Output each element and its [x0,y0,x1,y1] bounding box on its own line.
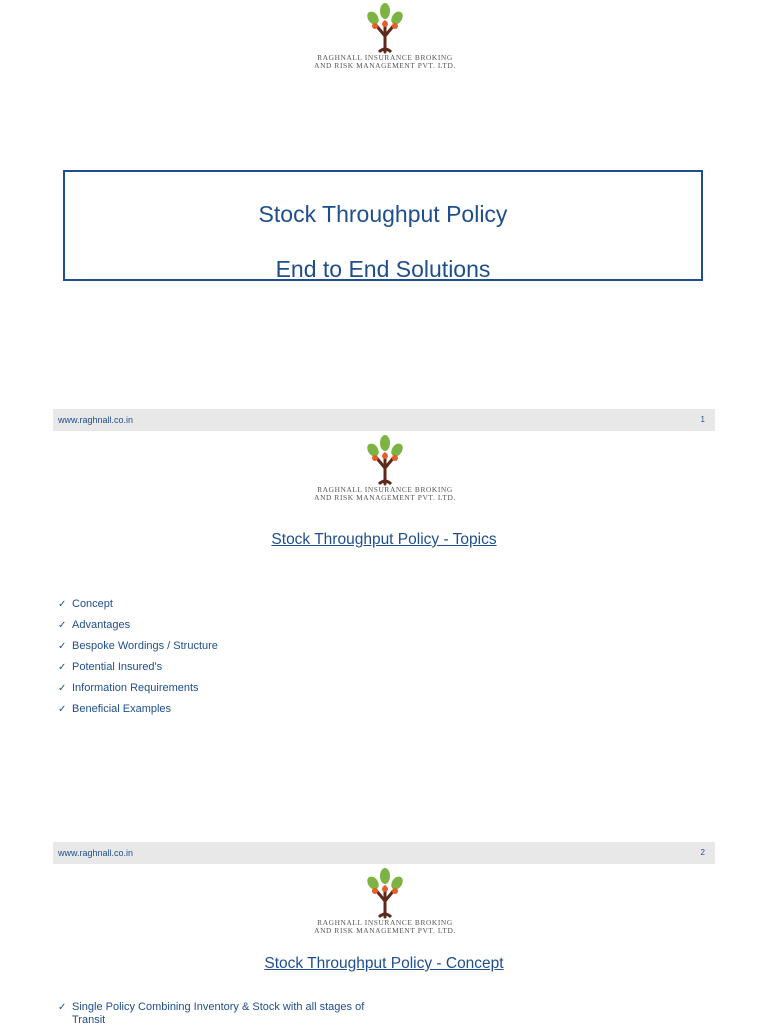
title-box [63,170,703,281]
list-item [58,1001,392,1027]
logo-line-2: AND RISK MANAGEMENT PVT. LTD. [314,493,456,502]
check-icon: ✓ [58,641,67,652]
slide-footer [53,842,715,864]
topic-label: Concept [72,598,113,610]
footer-url: www.raghnall.co.in [58,848,134,858]
check-icon: ✓ [58,1002,67,1013]
check-icon: ✓ [58,683,67,694]
logo-line-2: AND RISK MANAGEMENT PVT. LTD. [314,61,456,70]
slide-subtitle: End to End Solutions [275,256,491,282]
topic-label: Advantages [72,619,131,631]
list-item [58,703,222,716]
tree-icon [363,2,407,54]
list-item [58,682,222,695]
slide-1 [0,0,768,432]
topic-label: Bespoke Wordings / Structure [72,640,218,652]
logo-line-1: RAGHNALL INSURANCE BROKING [317,53,453,62]
company-logo [306,2,464,74]
tree-icon [363,434,407,486]
list-item [58,661,222,674]
check-icon: ✓ [58,620,67,631]
list-item [58,598,222,611]
topic-label: Beneficial Examples [72,703,172,715]
footer-url: www.raghnall.co.in [58,415,134,425]
logo-line-1: RAGHNALL INSURANCE BROKING [317,485,453,494]
topic-label: Potential Insured's [72,661,163,673]
topics-list [58,598,222,724]
slide-footer [53,409,715,431]
logo-line-1: RAGHNALL INSURANCE BROKING [317,918,453,927]
slide-heading: Stock Throughput Policy - Concept [264,955,504,972]
check-icon: ✓ [58,662,67,673]
slide-heading: Stock Throughput Policy - Topics [271,531,497,548]
slide-title: Stock Throughput Policy [258,201,508,227]
check-icon: ✓ [58,599,67,610]
concept-label: Single Policy Combining Inventory & Stock with all stages of Transit [72,1001,365,1026]
list-item [58,619,222,632]
page-number: 2 [700,848,705,857]
topic-label: Information Requirements [72,682,199,694]
company-logo [306,434,464,506]
company-logo [306,867,464,939]
check-icon: ✓ [58,704,67,715]
page-number: 1 [700,415,705,424]
logo-line-2: AND RISK MANAGEMENT PVT. LTD. [314,926,456,935]
list-item [58,640,222,653]
concept-list [58,1001,392,1027]
tree-icon [363,867,407,919]
